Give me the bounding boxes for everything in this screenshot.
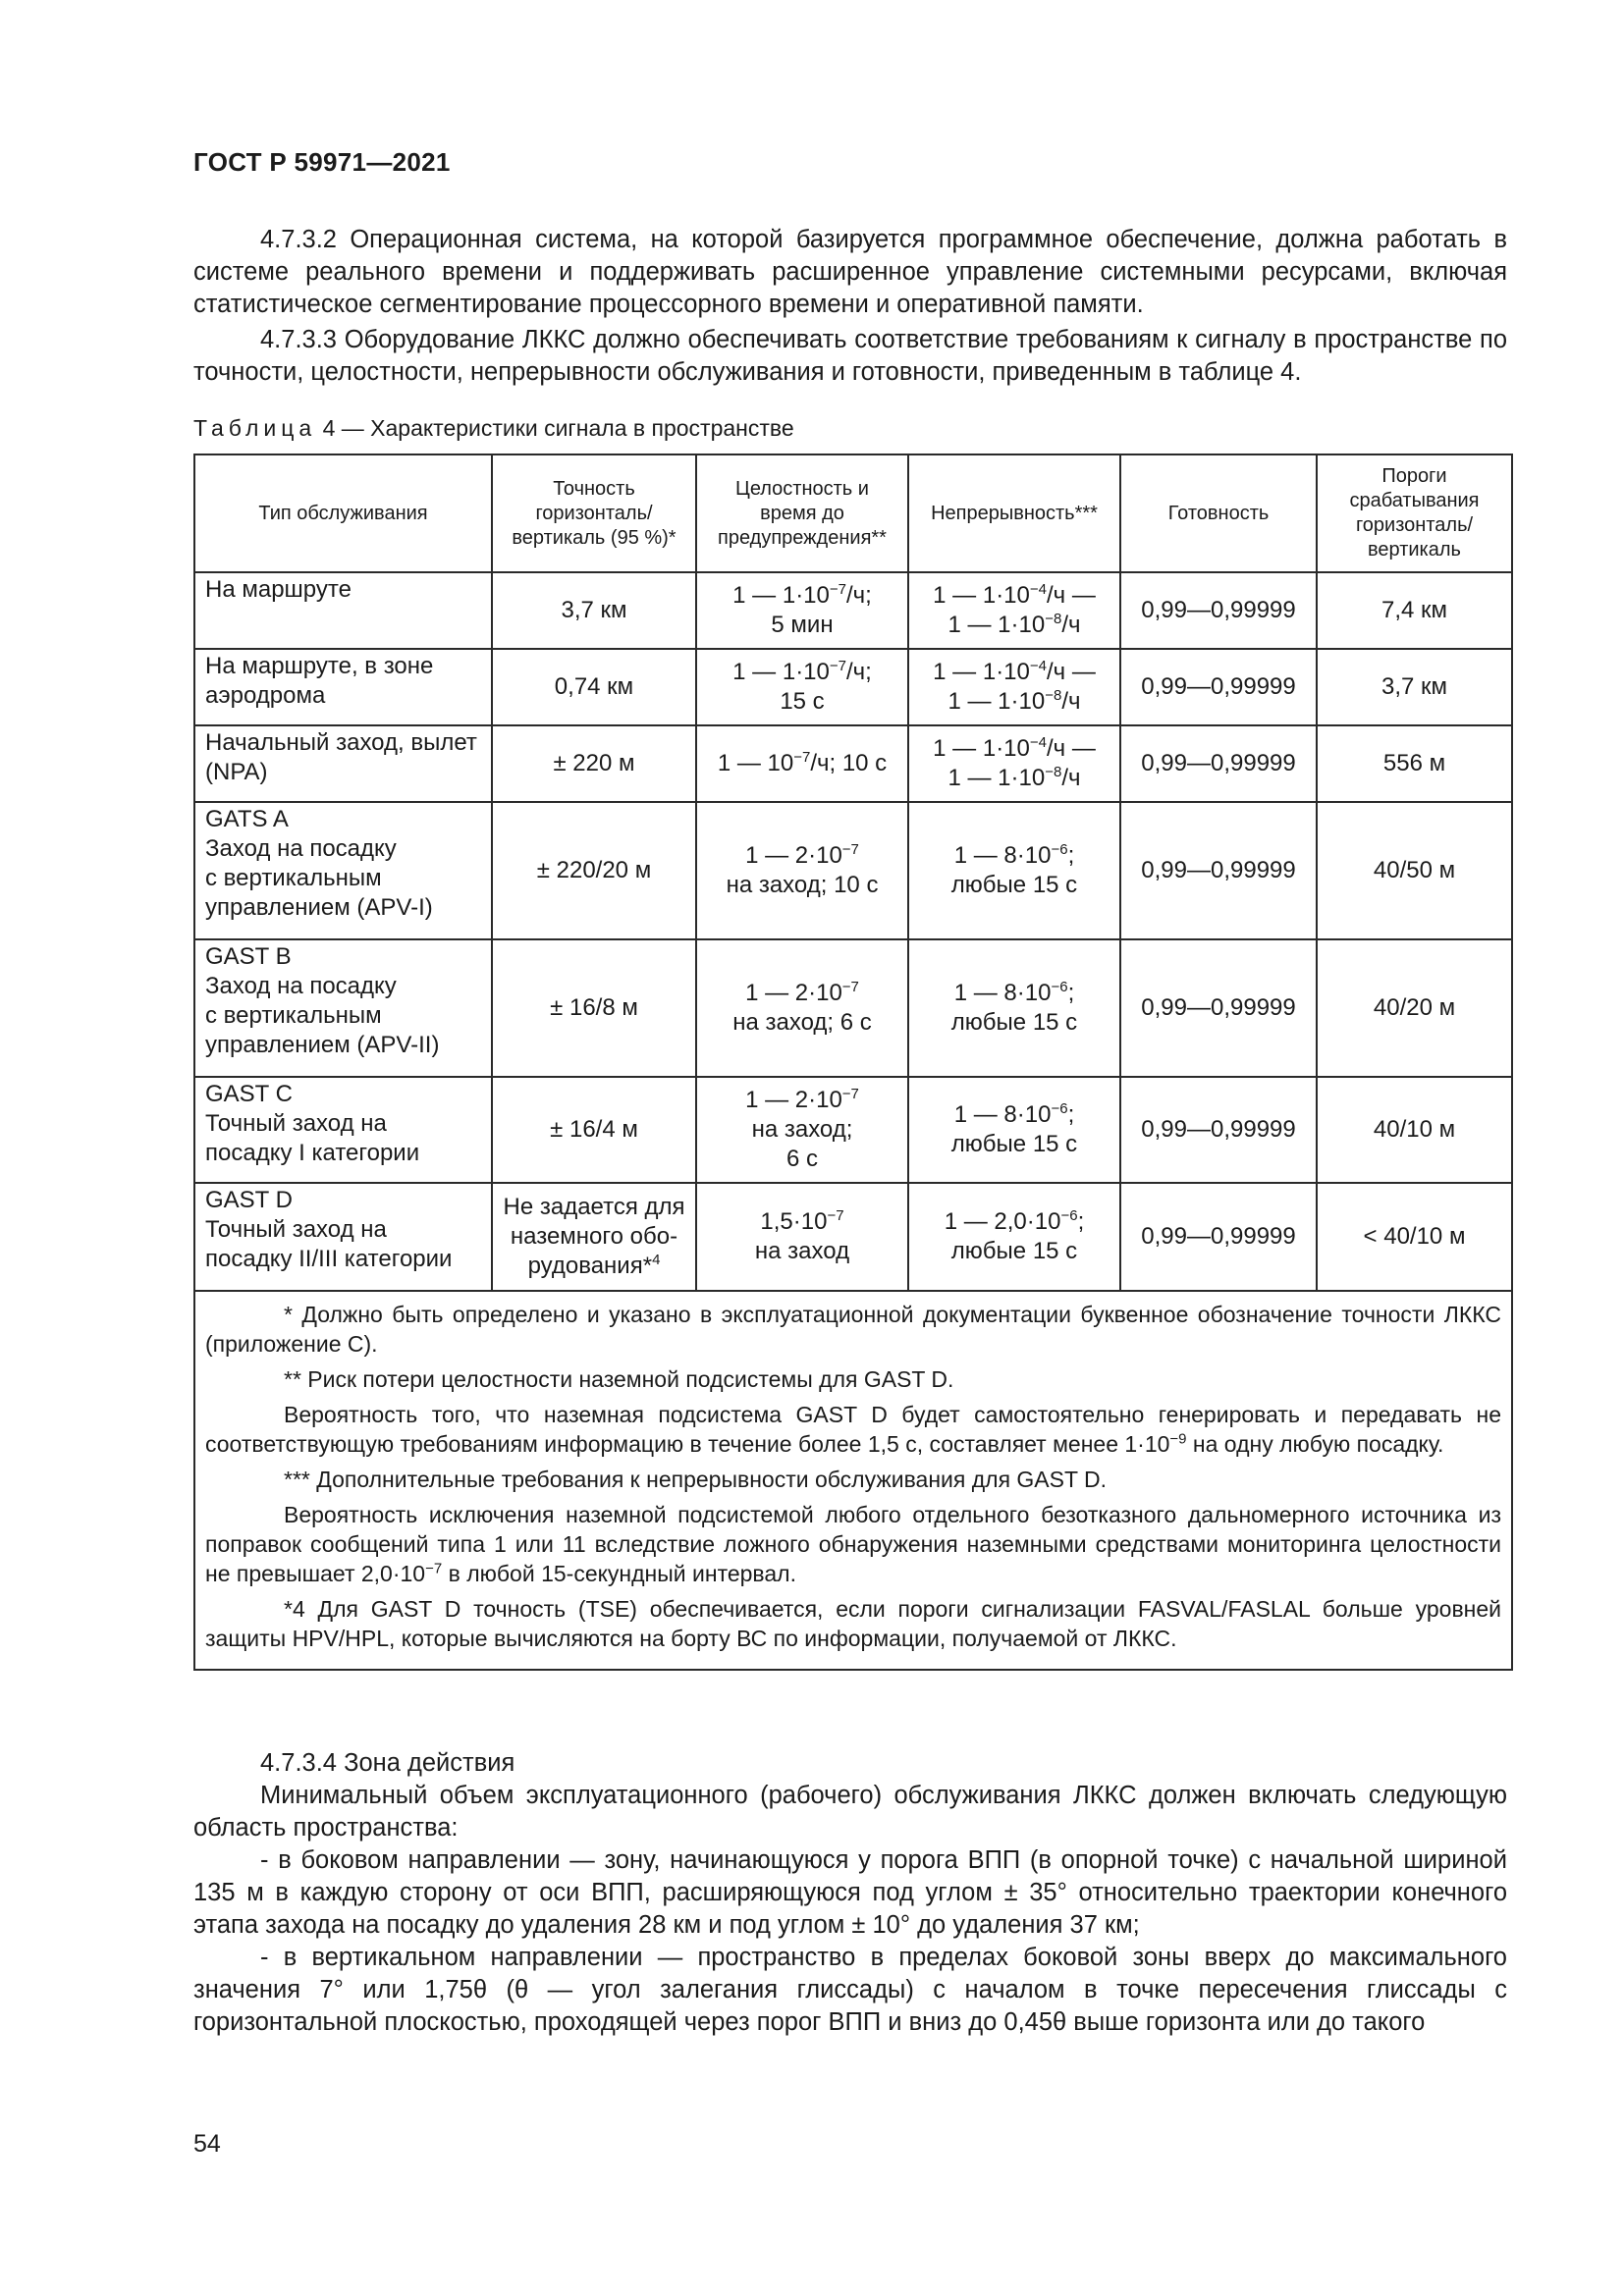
header-continuity: Непрерывность***	[908, 454, 1120, 572]
note-continuity: *** Дополнительные требования к непрерывности обслуживания для GAST D.	[284, 1467, 1108, 1492]
table-notes-row	[194, 1291, 1512, 1670]
cell-type: На маршруте, в зоне аэродрома	[194, 649, 492, 725]
cell-continuity: 1 — $1\cdot 10^{-4}/ч$ — 1 — $1\cdot 10^{-8}/ч$	[908, 572, 1120, 649]
cell-integrity: 1 — $1\cdot 10^{-7}/ч$; 5 мин	[696, 572, 908, 649]
cell-continuity: 1 — $8\cdot 10^{-6}$; любые 15 с	[908, 1077, 1120, 1183]
note-gast-d-accuracy: *4 Для GAST D точность (TSE) обеспечивается, если пороги сигнализации FASVAL/FASLAL больше уровней защиты HPV/HPL, которые вычисляются на борту ВС по информации, получаемой от ЛККС.	[205, 1596, 1501, 1651]
cell-availability: 0,99—0,99999	[1120, 1183, 1317, 1291]
cell-threshold: 40/20 м	[1317, 939, 1512, 1077]
table-caption	[193, 415, 794, 442]
cell-integrity: $1,5\cdot 10^{-7}$ на заход	[696, 1183, 908, 1291]
coverage-section	[193, 1747, 1507, 2039]
table-row	[194, 939, 1512, 1077]
header-availability: Готовность	[1120, 454, 1317, 572]
cell-availability: 0,99—0,99999	[1120, 649, 1317, 725]
cell-threshold: 40/50 м	[1317, 802, 1512, 939]
cell-threshold: 40/10 м	[1317, 1077, 1512, 1183]
cell-type: GATS A Заход на посадку с вертикальным управлением (APV-I)	[194, 802, 492, 939]
header-type: Тип обслуживания	[194, 454, 492, 572]
cell-availability: 0,99—0,99999	[1120, 939, 1317, 1077]
cell-type: GAST D Точный заход на посадку II/III категории	[194, 1183, 492, 1291]
table-notes	[194, 1291, 1512, 1670]
cell-continuity: 1 — $2,0\cdot 10^{-6}$; любые 15 с	[908, 1183, 1120, 1291]
document-header: ГОСТ Р 59971—2021	[193, 147, 451, 177]
cell-accuracy: ± 220/20 м	[492, 802, 696, 939]
cell-threshold: 7,4 км	[1317, 572, 1512, 649]
table-row	[194, 1183, 1512, 1291]
table-header-row	[194, 454, 1512, 572]
cell-integrity: 1 — $2\cdot 10^{-7}$ на заход; 6 с	[696, 1077, 908, 1183]
cell-accuracy: ± 220 м	[492, 725, 696, 802]
note-integrity: ** Риск потери целостности наземной подсистемы для GAST D.	[284, 1366, 954, 1392]
cell-type: Начальный заход, вылет (NPA)	[194, 725, 492, 802]
cell-accuracy: 0,74 км	[492, 649, 696, 725]
cell-availability: 0,99—0,99999	[1120, 1077, 1317, 1183]
header-integrity: Целостность и время до предупреждения**	[696, 454, 908, 572]
paragraph-4-7-3-2: 4.7.3.2 Операционная система, на которой базируется программное обеспечение, должна работать в системе реального времени и поддерживать расширенное управление системными ресурсами, включая статистическое сегментирование процессорного времени и оперативной памяти.	[193, 226, 1507, 318]
coverage-lateral: - в боковом направлении — зону, начинающуюся у порога ВПП (в опорной точке) с начальной шириной 135 м в каждую сторону от оси ВПП, расширяющуюся под углом ± 35° относительно траектории конечного этапа захода на посадку до удаления 28 км и под углом ± 10° до удаления 37 км;	[193, 1846, 1507, 1939]
cell-accuracy: ± 16/8 м	[492, 939, 696, 1077]
cell-type: GAST B Заход на посадку с вертикальным управлением (APV-II)	[194, 939, 492, 1077]
cell-type: На маршруте	[194, 572, 492, 649]
paragraph-4-7-3-3: 4.7.3.3 Оборудование ЛККС должно обеспечивать соответствие требованиям к сигналу в пространстве по точности, целостности, непрерывности обслуживания и готовности, приведенным в таблице 4.	[193, 326, 1507, 386]
cell-threshold: 556 м	[1317, 725, 1512, 802]
cell-availability: 0,99—0,99999	[1120, 802, 1317, 939]
cell-availability: 0,99—0,99999	[1120, 725, 1317, 802]
cell-accuracy: ± 16/4 м	[492, 1077, 696, 1183]
table-row	[194, 725, 1512, 802]
table-row	[194, 649, 1512, 725]
coverage-vertical: - в вертикальном направлении — пространство в пределах боковой зоны вверх до максимального значения 7° или 1,75θ (θ — угол залегания глиссады) с началом в точке пересечения глиссады с горизонтальной плоскостью, проходящей через порог ВПП и вниз до 0,45θ выше горизонта или до такого	[193, 1944, 1507, 2036]
page-number: 54	[193, 2130, 221, 2158]
cell-continuity: 1 — $8\cdot 10^{-6}$; любые 15 с	[908, 802, 1120, 939]
intro-section-2	[193, 324, 1507, 389]
note-integrity-probability: Вероятность того, что наземная подсистема GAST D будет самостоятельно генерировать и передавать не соответствующую требованиям информацию в течение более 1,5 с, составляет менее $1\cdot 10^{-9}$ на одну любую посадку.	[205, 1402, 1501, 1457]
note-continuity-probability: Вероятность исключения наземной подсистемой любого отдельного безотказного дальномерного источника из поправок сообщений типа 1 или 11 вследствие ложного обнаружения наземными средствами мониторинга целостности не превышает $2,0\cdot 10^{-7}$ в любой 15-секундный интервал.	[205, 1502, 1501, 1586]
table-row	[194, 1077, 1512, 1183]
cell-integrity: 1 — $1\cdot 10^{-7}/ч$; 15 с	[696, 649, 908, 725]
cell-continuity: 1 — $1\cdot 10^{-4}/ч$ — 1 — $1\cdot 10^{-8}/ч$	[908, 725, 1120, 802]
cell-integrity: 1 — $2\cdot 10^{-7}$ на заход; 6 с	[696, 939, 908, 1077]
cell-integrity: 1 — $10^{-7}/ч$; 10 с	[696, 725, 908, 802]
header-thresholds: Пороги срабатывания горизонталь/ вертикаль	[1317, 454, 1512, 572]
cell-continuity: 1 — $8\cdot 10^{-6}$; любые 15 с	[908, 939, 1120, 1077]
table-caption-title: 4 — Характеристики сигнала в пространстве	[316, 415, 794, 441]
cell-type: GAST C Точный заход на посадку I категории	[194, 1077, 492, 1183]
signal-characteristics-table	[193, 454, 1513, 1671]
section-heading-4-7-3-4: 4.7.3.4 Зона действия	[260, 1749, 515, 1777]
cell-threshold: 3,7 км	[1317, 649, 1512, 725]
table-caption-word: Таблица	[193, 415, 317, 441]
note-accuracy: * Должно быть определено и указано в эксплуатационной документации буквенное обозначение точности ЛККС (приложение С).	[205, 1302, 1501, 1357]
cell-threshold: < 40/10 м	[1317, 1183, 1512, 1291]
cell-availability: 0,99—0,99999	[1120, 572, 1317, 649]
table-row	[194, 802, 1512, 939]
header-accuracy: Точность горизонталь/ вертикаль (95 %)*	[492, 454, 696, 572]
cell-continuity: 1 — $1\cdot 10^{-4}/ч$ — 1 — $1\cdot 10^{-8}/ч$	[908, 649, 1120, 725]
intro-section	[193, 224, 1507, 321]
cell-accuracy: Не задается для наземного обо- рудования*$^4$	[492, 1183, 696, 1291]
coverage-intro: Минимальный объем эксплуатационного (рабочего) обслуживания ЛККС должен включать следующую область пространства:	[193, 1782, 1507, 1842]
cell-accuracy: 3,7 км	[492, 572, 696, 649]
cell-integrity: 1 — $2\cdot 10^{-7}$ на заход; 10 с	[696, 802, 908, 939]
table-row	[194, 572, 1512, 649]
